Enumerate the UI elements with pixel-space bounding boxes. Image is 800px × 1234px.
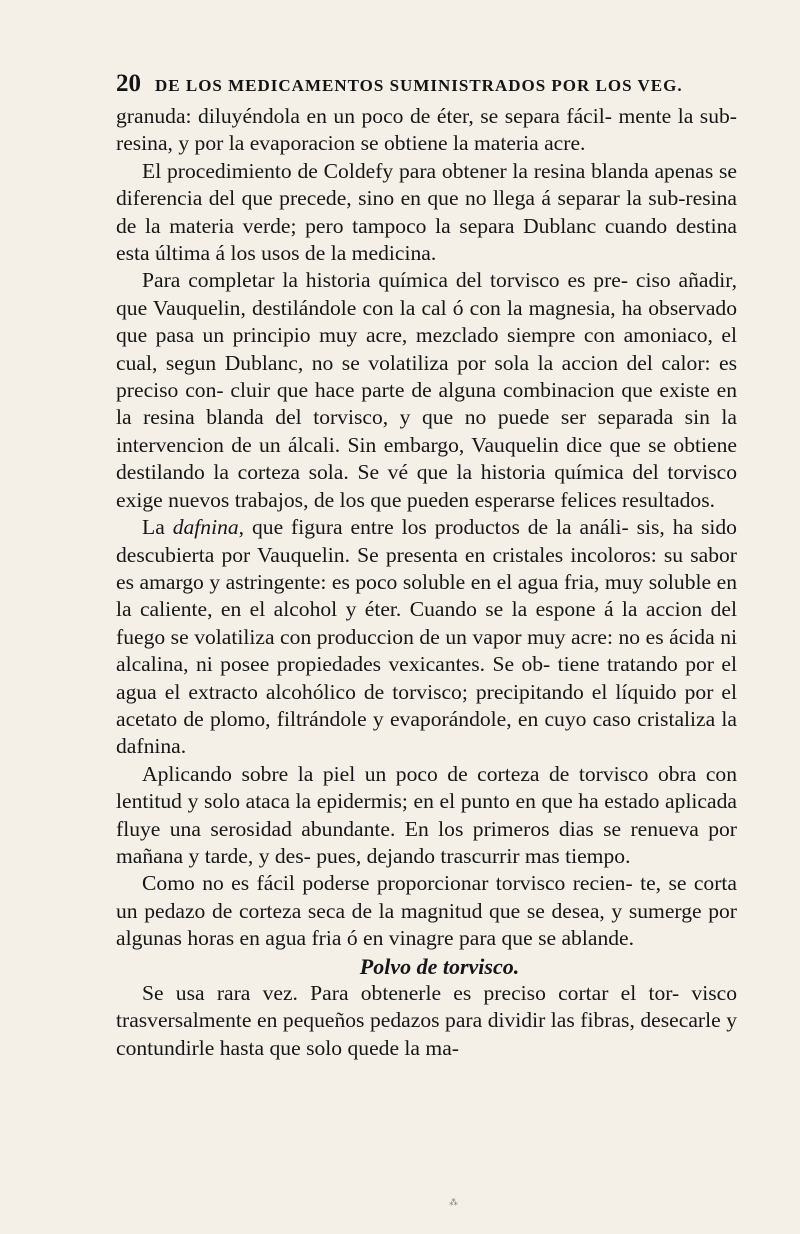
running-header	[116, 70, 736, 98]
running-title: DE LOS MEDICAMENTOS SUMINISTRADOS POR LOS VEG.	[155, 76, 683, 95]
body-text	[116, 103, 737, 1062]
dafnina-rest: , que figura entre los productos de la análi- sis, ha sido descubierta por Vauquelin. Se presenta en cristales incoloros: su sabor es amargo y astringente: es poco soluble en el agua fria, muy soluble en la caliente, en el alcohol y éter. Cuando se la espone á la accion del fuego se volatiliza con produccion de un vapor muy acre: no es ácida ni alcalina, ni posee propiedades vexicantes. Se ob- tiene tratando por el agua el extracto alcohólico de torvisco; precipitando el líquido por el acetato de plomo, filtrándole y evaporándole, en cuyo caso cristaliza la dafnina.	[116, 515, 737, 759]
paragraph-polvo: Se usa rara vez. Para obtenerle es preciso cortar el tor- visco trasversalmente en pequeños pedazos para dividir las fibras, desecarle y contundirle hasta que solo quede la ma-	[116, 981, 737, 1060]
paragraph-coldefy: El procedimiento de Coldefy para obtener la resina blanda apenas se diferencia del que precede, sino en que no llega á separar la sub-resina de la materia verde; pero tampoco la separa Dublanc cuando destina esta última á los usos de la medicina.	[116, 158, 737, 266]
printer-mark-icon: ⁂	[449, 1198, 458, 1208]
paragraph-vauquelin: Para completar la historia química del torvisco es pre- ciso añadir, que Vauquelin, destilándole con la cal ó con la magnesia, ha observado que pasa un principio muy acre, mezclado siempre con amoniaco, el cual, segun Dublanc, no se volatiliza por sola la accion del calor: es preciso con- cluir que hace parte de alguna combinacion que existe en la resina blanda del torvisco, y que no puede ser separada sin la intervencion de un álcali. Sin embargo, Vauquelin dice que se obtiene destilando la corteza sola. Se vé que la historia química del torvisco exige nuevos trabajos, de los que pueden esperarse felices resultados.	[116, 268, 737, 512]
paragraph-dafnina	[116, 514, 737, 761]
page-number: 20	[116, 70, 141, 97]
section-heading: Polvo de torvisco.	[359, 953, 520, 979]
paragraph-como: Como no es fácil poderse proporcionar torvisco recien- te, se corta un pedazo de corteza seca de la magnitud que se desea, y sumerge por algunas horas en agua fria ó en vinagre para que se ablande.	[116, 871, 737, 951]
dafnina-lead: La	[142, 515, 173, 540]
paragraph-aplicando: Aplicando sobre la piel un poco de corteza de torvisco obra con lentitud y solo ataca la epidermis; en el punto en que ha estado aplicada fluye una serosidad abundante. En los primeros dias se renueva por mañana y tarde, y des- pues, dejando trascurrir mas tiempo.	[116, 761, 737, 868]
paragraph-continuation: granuda: diluyéndola en un poco de éter, se separa fácil- mente la sub-resina, y por la evaporacion se obtiene la materia acre.	[116, 104, 737, 156]
dafnina-term: dafnina	[172, 515, 239, 540]
